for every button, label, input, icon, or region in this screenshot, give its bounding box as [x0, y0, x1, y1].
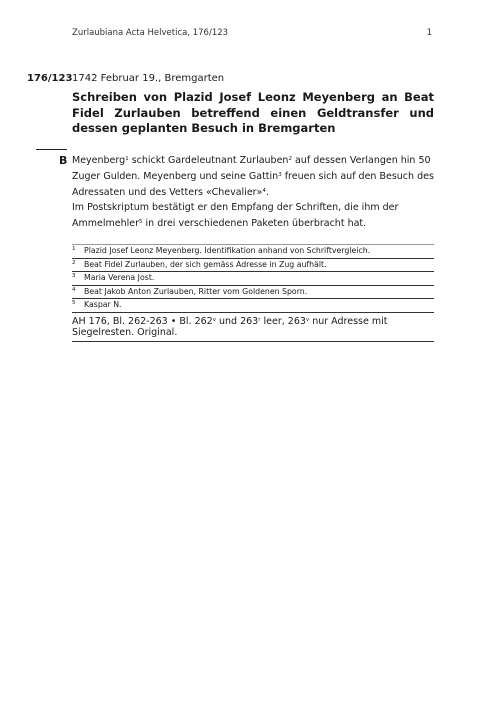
footnote-number: 5: [72, 300, 76, 306]
footnote: [72, 285, 434, 299]
footnote-ref: 2: [288, 156, 292, 162]
footnote-number: 3: [72, 273, 76, 279]
footnote-text: Beat Fidel Zurlauben, der sich gemäss Adresse in Zug aufhält.: [84, 259, 327, 269]
section-divider: [36, 149, 67, 150]
source-note: [72, 312, 434, 342]
footnote-number: 1: [72, 246, 76, 252]
footnote-text: Beat Jakob Anton Zurlauben, Ritter vom Goldenen Sporn.: [84, 286, 308, 296]
summary-text: [72, 153, 434, 232]
footnote: [72, 298, 434, 312]
summary-text-part: auf dessen Verlangen hin 50 Zuger Gulden. Meyenberg und seine Gattin: [72, 155, 431, 182]
footnote-text: Kaspar N.: [84, 300, 122, 309]
summary-text-part: Meyenberg: [72, 155, 126, 166]
entry-id: 176/123: [27, 73, 73, 84]
folio-side: v: [305, 316, 310, 323]
footnote-ref: 3: [278, 171, 282, 178]
footnotes: [72, 244, 434, 342]
page-number: 1: [426, 28, 432, 38]
running-header: [72, 28, 432, 38]
postscript-paragraph: [72, 200, 434, 232]
summary-text-part: .: [265, 186, 269, 198]
summary-paragraph: [72, 153, 434, 200]
footnote-ref: 5: [139, 219, 143, 226]
source-text: AH 176, Bl. 262-263 • Bl. 262: [72, 315, 213, 327]
entry-title: Schreiben von Plazid Josef Leonz Meyenberg an Beat Fidel Zurlauben betreffend einen Geldtransfer und dessen geplanten Besuch in Bremgarten: [72, 90, 434, 135]
footnote-number: 4: [72, 286, 76, 293]
summary-text-part: freuen sich auf den Besuch des Adressaten und des Vetters «Chevalier»: [72, 170, 434, 198]
footnote-number: 2: [72, 259, 76, 266]
footnote-ref: 4: [262, 187, 266, 194]
folio-side: v: [212, 316, 216, 323]
section-letter: B: [59, 154, 68, 167]
source-text: leer, 263: [260, 315, 306, 327]
footnote-text: Plazid Josef Leonz Meyenberg. Identifikation anhand von Schriftvergleich.: [84, 246, 371, 255]
summary-text-part: in drei verschiedenen Paketen überbracht hat.: [142, 218, 367, 230]
summary-text-part: schickt Gardeleutnant Zurlauben: [128, 155, 289, 166]
footnote: [72, 244, 434, 258]
folio-side: r: [258, 316, 261, 323]
entry-date-place: 1742 Februar 19., Bremgarten: [72, 73, 225, 84]
edition-title: Zurlaubiana Acta Helvetica, 176/123: [72, 28, 229, 38]
source-text: nur Adresse mit Siegelresten. Original.: [72, 315, 388, 338]
footnote-ref: 1: [125, 156, 129, 162]
footnote: [72, 271, 434, 285]
summary-text-part: Im Postskriptum bestätigt er den Empfang der Schriften, die ihm der Ammelmehler: [72, 202, 399, 230]
footnote: [72, 258, 434, 272]
footnote-text: Maria Verena Jost.: [84, 273, 155, 282]
source-text: und 263: [215, 315, 259, 327]
